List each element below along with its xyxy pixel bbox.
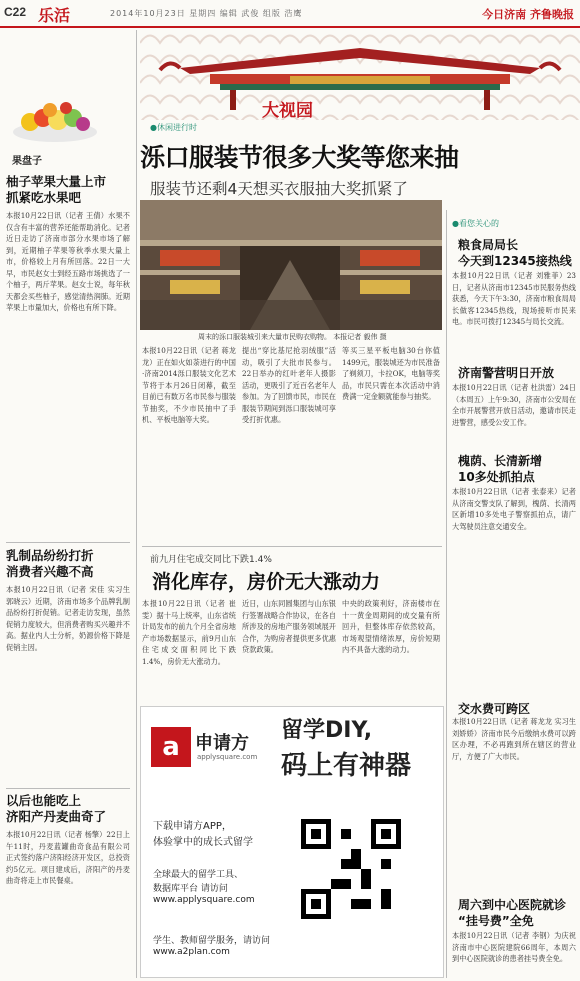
left-article3-title-1: 以后也能吃上 xyxy=(6,793,82,808)
mall-photo xyxy=(140,200,442,330)
divider xyxy=(142,546,442,547)
divider xyxy=(6,788,130,789)
left-article3-title-2: 济阳产丹麦曲奇了 xyxy=(6,809,107,824)
right-article2-title: 济南警营明日开放 xyxy=(458,366,555,380)
left-article1-title-1: 柚子苹果大量上市 xyxy=(6,174,107,189)
article2-body-col3: 中央的政策利好，济南楼市在十一黄金周期间的成交量有所回升，但整体库存依然较高，市场观望情绪浓厚，房价短期内不具备大涨的动力。 xyxy=(342,599,440,654)
main-title: 泺口服装节很多大奖等您来抽 xyxy=(140,143,459,172)
right-article2-body: 本报10月22日讯（记者 杜洪雷）24日（本周五）上午9:30，济南市公安局在全市开展警营开放日活动，邀请市民走进警营，感受公安工作。 xyxy=(452,383,576,427)
main-body-col1: 本报10月22日讯（记者 蒋龙龙）正在如火如荼进行的中国·济南2014泺口服装文化艺术节将于本月26日闭幕，截至目前已有数万名市民参与服装节抽奖，不少市民抽中了手机、平板电脑等大奖。 xyxy=(142,346,236,424)
left-article2-title-1: 乳制品纷纷打折 xyxy=(6,548,94,563)
right-article3-title-2: 10多处抓拍点 xyxy=(458,470,535,484)
column-divider xyxy=(136,30,137,978)
right-article3-body: 本报10月22日讯（记者 张泰来）记者从济南交警支队了解到，槐荫、长清两区新增10多处电子警察抓拍点，请广大驾驶员注意交通安全。 xyxy=(452,487,576,531)
right-article3-title-1: 槐荫、长清新增 xyxy=(458,454,543,468)
dateline: 2014年10月23日 星期四 编辑 武俊 组版 浩鹰 xyxy=(110,9,303,18)
ad-line-6: 学生、教师留学服务，请访问 xyxy=(153,936,271,946)
ad-line-4: 数据库平台 请访问 xyxy=(153,884,228,894)
article2-title: 消化库存，房价无大涨动力 xyxy=(152,571,381,593)
banner-illustration xyxy=(140,28,580,120)
column-divider xyxy=(446,210,447,978)
right-article4-title: 交水费可跨区 xyxy=(458,702,531,716)
fruit-plate-image xyxy=(8,80,103,150)
right-kicker: ●看您关心的 xyxy=(452,219,499,228)
right-article5-title-1: 周六到中心医院就诊 xyxy=(458,898,567,912)
left-article2-title-2: 消费者兴趣不高 xyxy=(6,564,94,579)
ad-slogan-1: 留学DIY, xyxy=(281,718,373,743)
article2-kicker: 前九月住宅成交同比下跌1.4% xyxy=(150,555,272,565)
page-number: C22 xyxy=(4,5,27,19)
right-article5-title-2: “挂号费”全免 xyxy=(458,914,534,928)
right-article4-body: 本报10月22日讯（记者 蒋龙龙 实习生 刘娇娇）济南市民今后缴纳水费可以跨区办理，不必再跑到所在辖区的营业厅，方便了广大市民。 xyxy=(452,717,576,761)
right-article1-title-2: 今天到12345接热线 xyxy=(458,254,572,268)
right-article5-body: 本报10月22日讯（记者 李钢）为庆祝济南市中心医院建院66周年，本周六到中心医院就诊的患者挂号费全免。 xyxy=(452,931,576,963)
ad-line-5: www.applysquare.com xyxy=(153,895,255,905)
ad-slogan-2: 码上有神器 xyxy=(281,751,412,781)
divider xyxy=(6,542,130,543)
advertisement xyxy=(140,706,444,978)
main-body-col3: 等买三星平板电脑30台你值1499元，服装城还为市民准备了剃须刀，卡拉OK，电脑等奖品，市民只需在本次活动中消费满一定金额就能参与抽奖。 xyxy=(342,346,440,401)
article2-body-col1: 本报10月22日讯（记者 崔雯）据十马上统率，山东省统计局发布的前九个月全省房地产市场数据显示，前9月山东住宅成交面积同比下跌1.4%，房价无大涨动力。 xyxy=(142,599,236,666)
ad-logo-text: 申请方 xyxy=(195,733,249,754)
applysquare-logo: a xyxy=(151,727,191,767)
ad-line-3: 全球最大的留学工具、 xyxy=(153,870,244,880)
qr-code xyxy=(301,819,401,919)
ad-line-2: 体验掌中的成长式留学 xyxy=(153,837,253,848)
main-kicker: ●休闲进行时 xyxy=(150,123,197,132)
right-article1-title-1: 粮食局局长 xyxy=(458,238,519,252)
main-subtitle: 服装节还剩4天想买衣服抽大奖抓紧了 xyxy=(150,180,408,198)
newspaper-brand: 今日济南 齐鲁晚报 xyxy=(482,8,574,21)
photo-caption: 周末的泺口服装城引来大量市民购衣购物。 本报记者 毅伟 摄 xyxy=(198,333,387,341)
left-article2-body: 本报10月22日讯（记者 宋佳 实习生 郭晓云）近期，济南市场多个品牌乳制品纷纷打折促销。记者走访发现，虽然促销力度较大，但消费者购买兴趣并不高。据业内人士分析，奶源价格下降是促销主因。 xyxy=(6,585,130,652)
ad-logo-url: applysquare.com xyxy=(197,753,258,761)
ad-line-1: 下载申请方APP， xyxy=(153,821,232,832)
left-article1-title-2: 抓紧吃水果吧 xyxy=(6,190,82,205)
banner-title: 大视园 xyxy=(262,101,313,121)
section-title: 乐活 xyxy=(38,6,71,25)
left-article1-body: 本报10月22日讯（记者 王倩）水果不仅含有丰富的营养还能帮助消化。记者近日走访了济南市部分水果市场了解到，近期柚子苹果等秋季水果大量上市，价格较上月有所回落。22日一大早，市民赵女士到经五路市场挑选了一个柚子，两斤苹果。赵女士说，每年秋天都会买些柚子，感觉清热润肺。近期苹果上市量加大，价格也有所下降。 xyxy=(6,211,130,312)
ad-line-7: www.a2plan.com xyxy=(153,947,230,957)
fruit-caption: 果盘子 xyxy=(12,156,42,167)
main-body-col2: 提出“穿比基尼抢羽绒服”活动，吸引了大批市民参与。22日举办的红叶老年人摄影活动，更吸引了近百名老年人参加。为了回馈市民，市民在服装节期间到泺口服装城可享受打折优惠。 xyxy=(242,346,336,424)
left-article3-body: 本报10月22日讯（记者 杨擎）22日上午11时，丹麦蓝罐曲奇食品有限公司正式签约落户济阳经济开发区，总投资约5亿元。项目建成后，济阳产的丹麦曲奇将走上市民餐桌。 xyxy=(6,830,130,885)
right-article1-body: 本报10月22日讯（记者 刘雅菲）23日，记者从济南市12345市民服务热线获悉，今天下午3:30，济南市粮食局局长做客12345热线，现场接听市民来电。市民可拨打12345与局长交流。 xyxy=(452,271,576,326)
article2-body-col2: 近日，山东同圆集团与山东银行签署战略合作协议，在各自所涉及的房地产服务领域展开合作，为购房者提供更多优惠贷款政策。 xyxy=(242,599,336,654)
